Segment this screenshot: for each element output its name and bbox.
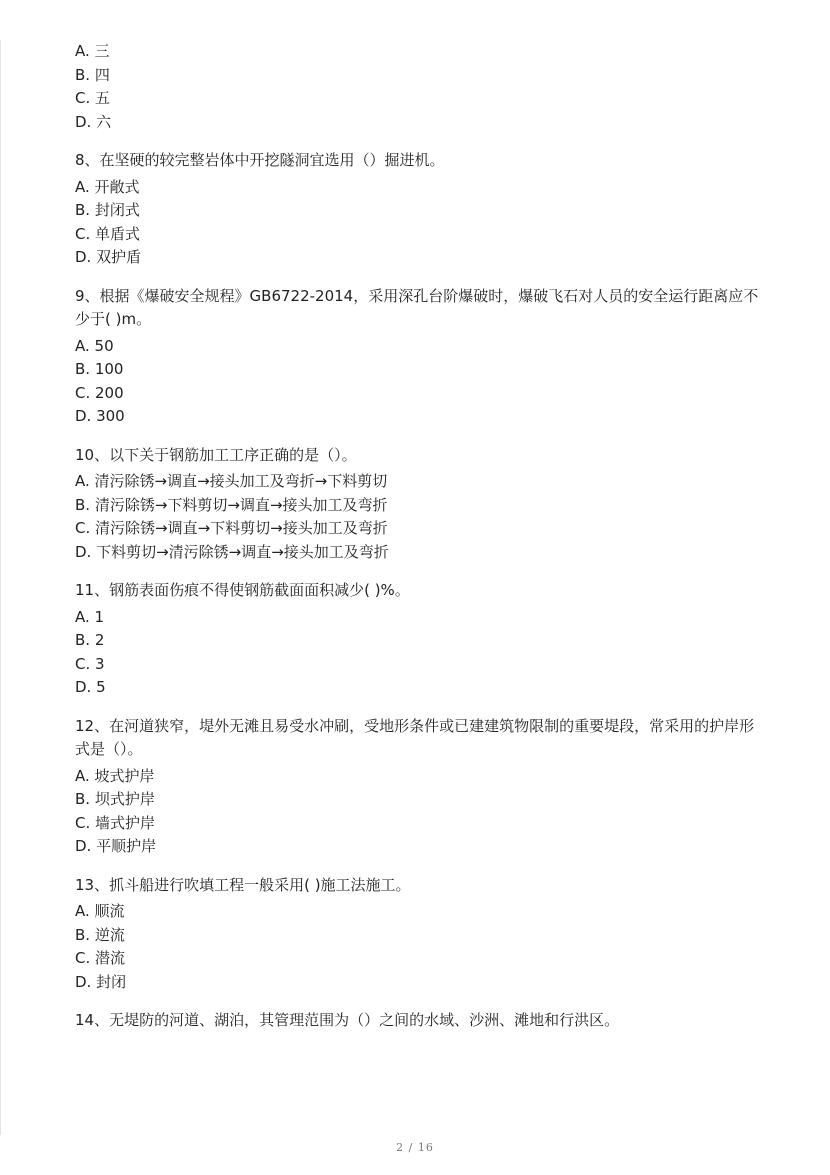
option-b: B. 2 [75, 631, 105, 649]
question-9 [75, 282, 765, 429]
question-11 [75, 576, 765, 700]
option-a: A. 坡式护岸 [75, 766, 155, 785]
question-list [75, 40, 765, 1045]
option-d: D. 5 [75, 678, 106, 696]
option-b: B. 清污除锈→下料剪切→调直→接头加工及弯折 [75, 495, 388, 514]
question-8 [75, 146, 765, 270]
page-left-border [0, 40, 1, 1135]
option-a: A. 1 [75, 607, 105, 626]
question-14 [75, 1006, 765, 1033]
option-d: D. 平顺护岸 [75, 837, 157, 855]
page-number: 2 / 16 [396, 1141, 434, 1154]
option-c: C. 潜流 [75, 949, 126, 967]
option-b: B. 封闭式 [75, 201, 140, 219]
option-d: D. 六 [75, 112, 112, 131]
question-text: 8、在坚硬的较完整岩体中开挖隧洞宜选用（）掘进机。 [75, 151, 445, 169]
option-b: B. 逆流 [75, 925, 125, 944]
option-c: C. 墙式护岸 [75, 813, 156, 832]
question-13 [75, 871, 765, 995]
option-a: A. 50 [75, 336, 114, 355]
option-d: D. 封闭 [75, 972, 127, 991]
option-c: C. 清污除锈→调直→下料剪切→接头加工及弯折 [75, 519, 388, 537]
option-b: B. 100 [75, 360, 124, 378]
option-b: B. 坝式护岸 [75, 790, 155, 808]
option-a: A. 清污除锈→调直→接头加工及弯折→下料剪切 [75, 472, 388, 490]
question-text: 9、根据《爆破安全规程》GB6722-2014，采用深孔台阶爆破时，爆破飞石对人员的安全运行距离应不少于( )m。 [75, 286, 759, 328]
question-12 [75, 712, 765, 859]
question-text: 11、钢筋表面伤痕不得使钢筋截面面积减少( )%。 [75, 581, 410, 599]
question-text: 12、在河道狭窄，堤外无滩且易受水冲刷，受地形条件或已建建筑物限制的重要堤段，常采用的护岸形式是（）。 [75, 716, 755, 758]
option-d: D. 300 [75, 407, 125, 425]
option-a: A. 三 [75, 42, 110, 60]
question-text: 10、以下关于钢筋加工工序正确的是（）。 [75, 445, 357, 464]
option-b: B. 四 [75, 65, 110, 84]
option-c: C. 200 [75, 383, 124, 402]
option-a: A. 顺流 [75, 902, 125, 920]
question-text: 13、抓斗船进行吹填工程一般采用( )施工法施工。 [75, 875, 411, 894]
option-c: C. 3 [75, 654, 105, 673]
option-c: C. 单盾式 [75, 224, 141, 243]
question-7 [75, 40, 765, 134]
option-c: C. 五 [75, 89, 111, 107]
option-a: A. 开敞式 [75, 177, 140, 196]
option-d: D. 下料剪切→清污除锈→调直→接头加工及弯折 [75, 542, 389, 561]
question-10 [75, 441, 765, 565]
question-text: 14、无堤防的河道、湖泊，其管理范围为（）之间的水域、沙洲、滩地和行洪区。 [75, 1011, 620, 1029]
option-d: D. 双护盾 [75, 248, 142, 266]
